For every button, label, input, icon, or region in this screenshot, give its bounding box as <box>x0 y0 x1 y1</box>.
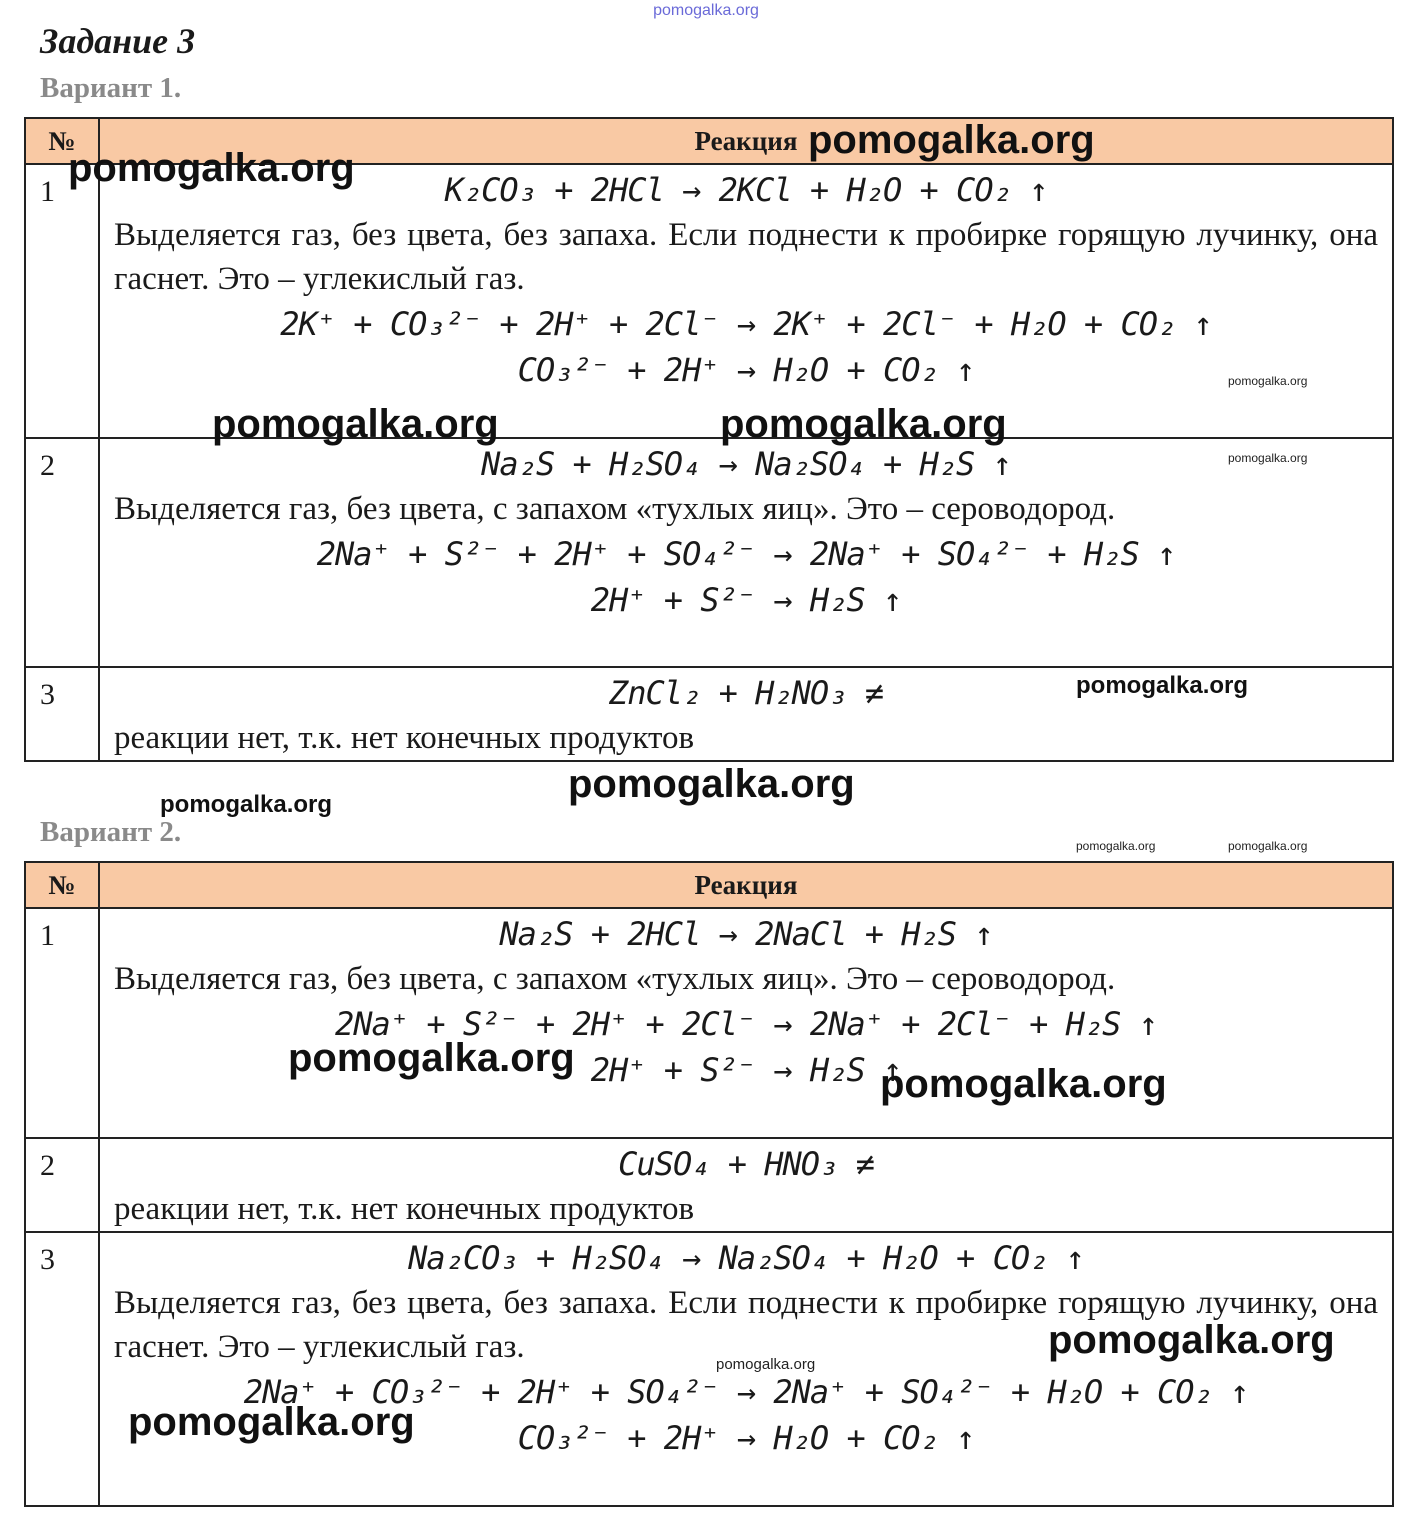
reaction-description: реакции нет, т.к. нет конечных продуктов <box>114 720 695 756</box>
header-num: № <box>25 118 99 164</box>
reaction-description: Выделяется газ, без цвета, с запахом «тухлых яиц». Это – сероводород. <box>114 491 1116 527</box>
top-watermark: pomogalka.org <box>653 2 759 19</box>
reaction-description: Выделяется газ, без цвета, с запахом «тухлых яиц». Это – сероводород. <box>114 961 1116 997</box>
reaction-cell <box>99 908 1393 1138</box>
molecular-equation: Na₂S + H₂SO₄ → Na₂SO₄ + H₂S ↑ <box>481 445 1011 483</box>
watermark: pomogalka.org <box>1048 1318 1335 1362</box>
full-ionic-equation: 2K⁺ + CO₃²⁻ + 2H⁺ + 2Cl⁻ → 2K⁺ + 2Cl⁻ + H₂O + CO₂ ↑ <box>280 305 1212 343</box>
header-reaction: Реакция <box>99 862 1393 908</box>
short-ionic-equation: CO₃²⁻ + 2H⁺ → H₂O + CO₂ ↑ <box>517 351 975 389</box>
short-ionic-equation: CO₃²⁻ + 2H⁺ → H₂O + CO₂ ↑ <box>517 1419 975 1457</box>
row-number: 2 <box>25 438 99 667</box>
watermark: pomogalka.org <box>880 1062 1167 1106</box>
molecular-equation: Na₂CO₃ + H₂SO₄ → Na₂SO₄ + H₂O + CO₂ ↑ <box>408 1239 1084 1277</box>
watermark: pomogalka.org <box>1228 839 1308 853</box>
reaction-cell <box>99 1138 1393 1232</box>
molecular-equation: CuSO₄ + HNO₃ ≠ <box>618 1145 874 1183</box>
watermark: pomogalka.org <box>1228 451 1308 465</box>
molecular-equation: Na₂S + 2HCl → 2NaCl + H₂S ↑ <box>499 915 993 953</box>
reaction-cell <box>99 438 1393 667</box>
table-row <box>25 1232 1393 1506</box>
task-title: Задание 3 <box>40 21 196 61</box>
reaction-cell <box>99 164 1393 438</box>
watermark: pomogalka.org <box>720 402 1007 446</box>
reaction-description: реакции нет, т.к. нет конечных продуктов <box>114 1191 695 1227</box>
watermark: pomogalka.org <box>1076 672 1249 699</box>
molecular-equation: K₂CO₃ + 2HCl → 2KCl + H₂O + CO₂ ↑ <box>444 171 1048 209</box>
row-number: 1 <box>25 164 99 438</box>
watermark: pomogalka.org <box>808 118 1095 162</box>
watermark: pomogalka.org <box>1076 839 1156 853</box>
row-number: 3 <box>25 667 99 761</box>
table-row <box>25 908 1393 1138</box>
row-number: 1 <box>25 908 99 1138</box>
watermark: pomogalka.org <box>212 402 499 446</box>
watermark: pomogalka.org <box>68 146 355 190</box>
watermark: pomogalka.org <box>288 1036 575 1080</box>
watermark: pomogalka.org <box>1228 374 1308 388</box>
short-ionic-equation: 2H⁺ + S²⁻ → H₂S ↑ <box>590 581 902 619</box>
short-ionic-equation: 2H⁺ + S²⁻ → H₂S ↑ <box>590 1051 902 1089</box>
header-reaction: Реакция <box>99 118 1393 164</box>
variant-1-title: Вариант 1. <box>40 72 182 104</box>
table-row <box>25 164 1393 438</box>
watermark: pomogalka.org <box>716 1356 816 1373</box>
row-number: 2 <box>25 1138 99 1232</box>
watermark: pomogalka.org <box>128 1400 415 1444</box>
header-num: № <box>25 862 99 908</box>
full-ionic-equation: 2Na⁺ + CO₃²⁻ + 2H⁺ + SO₄²⁻ → 2Na⁺ + SO₄²⁻ + H₂O + CO₂ ↑ <box>243 1373 1249 1411</box>
molecular-equation: ZnCl₂ + H₂NO₃ ≠ <box>609 674 883 712</box>
reaction-description: Выделяется газ, без цвета, без запаха. Если поднести к пробирке горящую лучинку, она гаснет. Это – углекислый газ. <box>114 1285 1378 1365</box>
reaction-description: Выделяется газ, без цвета, без запаха. Если поднести к пробирке горящую лучинку, она гаснет. Это – углекислый газ. <box>114 217 1378 297</box>
watermark: pomogalka.org <box>160 791 333 818</box>
watermark: pomogalka.org <box>568 762 855 806</box>
full-ionic-equation: 2Na⁺ + S²⁻ + 2H⁺ + 2Cl⁻ → 2Na⁺ + 2Cl⁻ + H₂S ↑ <box>335 1005 1157 1043</box>
full-ionic-equation: 2Na⁺ + S²⁻ + 2H⁺ + SO₄²⁻ → 2Na⁺ + SO₄²⁻ + H₂S ↑ <box>316 535 1176 573</box>
table-row <box>25 1138 1393 1232</box>
table-row <box>25 438 1393 667</box>
row-number: 3 <box>25 1232 99 1506</box>
table-header <box>25 862 1393 908</box>
variant-2-title: Вариант 2. <box>40 816 182 848</box>
